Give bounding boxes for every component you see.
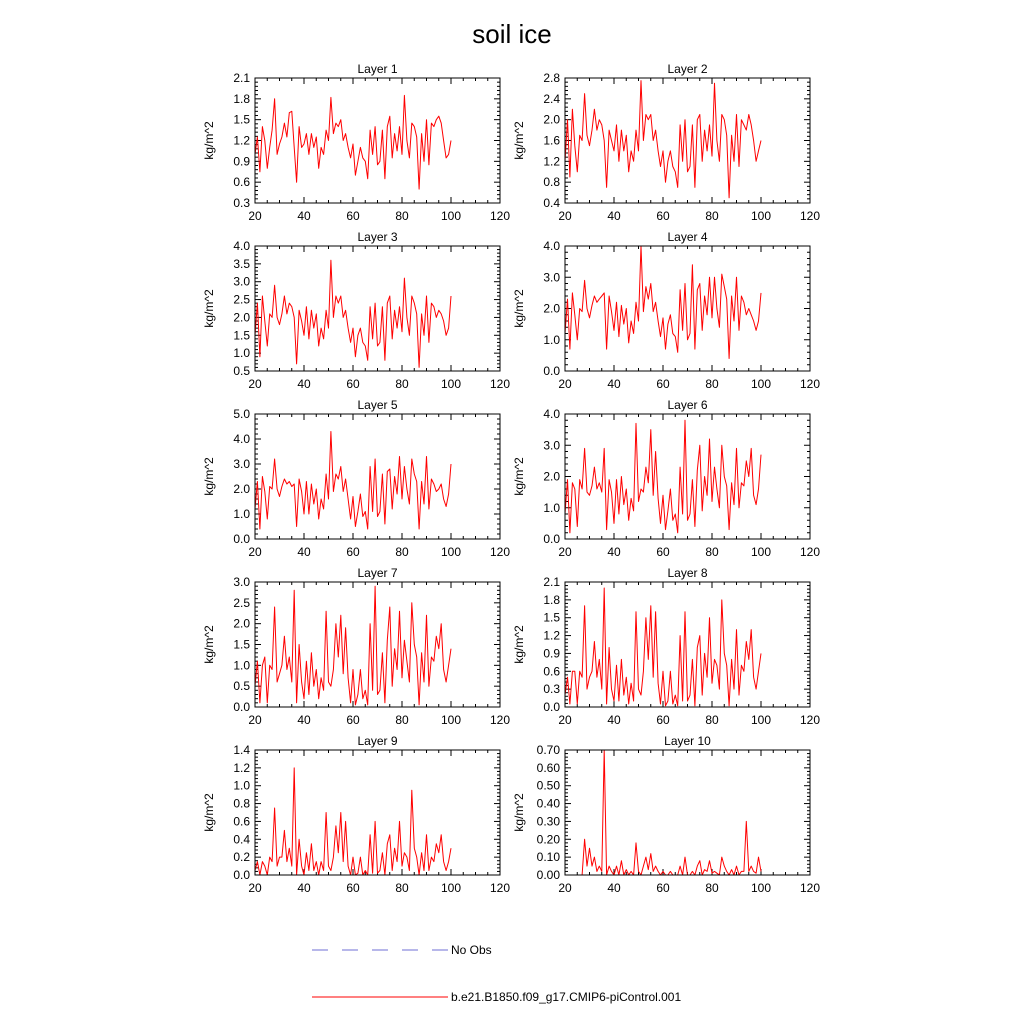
y-tick-label: 0.6 — [543, 664, 560, 679]
panel-title: Layer 3 — [357, 230, 398, 244]
y-tick-label: 0.00 — [536, 868, 560, 882]
y-tick-label: 1.2 — [233, 760, 250, 775]
x-tick-label: 60 — [656, 881, 670, 895]
panel-layer-3 — [202, 230, 510, 391]
x-tick-label: 60 — [656, 713, 670, 727]
panel-title: Layer 1 — [357, 62, 398, 76]
x-tick-label: 100 — [440, 377, 462, 391]
x-tick-label: 40 — [607, 209, 621, 223]
x-tick-label: 120 — [489, 377, 511, 391]
panel-layer-2 — [512, 62, 820, 223]
y-tick-label: 3.0 — [233, 575, 250, 589]
y-axis-label: kg/m^2 — [202, 793, 216, 832]
y-tick-label: 4.0 — [543, 407, 560, 421]
series-line — [565, 588, 761, 706]
x-tick-label: 80 — [705, 209, 719, 223]
y-tick-label: 2.0 — [543, 301, 560, 316]
x-tick-label: 40 — [297, 545, 311, 559]
x-tick-label: 100 — [440, 209, 462, 223]
y-tick-label: 0.6 — [233, 814, 250, 829]
x-tick-label: 100 — [440, 545, 462, 559]
x-tick-label: 120 — [489, 713, 511, 727]
x-tick-label: 80 — [705, 377, 719, 391]
x-tick-label: 60 — [346, 377, 360, 391]
x-tick-label: 40 — [607, 377, 621, 391]
y-tick-label: 1.5 — [233, 328, 250, 343]
y-tick-label: 0.5 — [233, 679, 250, 694]
y-axis-label: kg/m^2 — [202, 457, 216, 496]
y-tick-label: 2.0 — [543, 469, 560, 484]
x-tick-label: 60 — [346, 209, 360, 223]
x-tick-label: 60 — [656, 545, 670, 559]
legend-item-no-obs — [312, 943, 492, 957]
y-tick-label: 1.4 — [233, 743, 250, 757]
y-tick-label: 0.0 — [233, 532, 250, 546]
x-tick-label: 20 — [248, 881, 262, 895]
panel-title: Layer 8 — [667, 566, 708, 580]
panel-layer-9 — [202, 734, 510, 895]
series-line — [565, 246, 761, 359]
y-tick-label: 4.0 — [543, 239, 560, 253]
y-tick-label: 3.0 — [233, 274, 250, 289]
x-tick-label: 20 — [558, 377, 572, 391]
x-tick-label: 100 — [750, 209, 772, 223]
y-tick-label: 1.5 — [543, 610, 560, 625]
x-tick-label: 20 — [558, 545, 572, 559]
y-axis-label: kg/m^2 — [512, 625, 526, 664]
y-tick-label: 3.0 — [543, 270, 560, 285]
x-tick-label: 100 — [750, 545, 772, 559]
y-tick-label: 1.0 — [233, 507, 250, 521]
y-tick-label: 4.0 — [233, 239, 250, 253]
x-tick-label: 80 — [395, 881, 409, 895]
legend-item-model — [312, 990, 681, 1004]
y-axis-label: kg/m^2 — [202, 625, 216, 664]
series-line — [565, 420, 761, 533]
panel-layer-5 — [202, 398, 510, 559]
x-tick-label: 120 — [489, 881, 511, 895]
x-tick-label: 60 — [656, 209, 670, 223]
y-axis-label: kg/m^2 — [512, 121, 526, 160]
x-tick-label: 100 — [750, 377, 772, 391]
y-tick-label: 2.0 — [233, 482, 250, 496]
x-tick-label: 80 — [395, 713, 409, 727]
y-axis-label: kg/m^2 — [202, 121, 216, 160]
y-tick-label: 0.10 — [536, 850, 560, 865]
x-tick-label: 60 — [346, 713, 360, 727]
panel-title: Layer 6 — [667, 398, 708, 412]
panel-title: Layer 9 — [357, 734, 398, 748]
panel-title: Layer 10 — [664, 734, 711, 748]
y-tick-label: 0.50 — [536, 778, 560, 793]
series-line — [565, 750, 761, 875]
y-tick-label: 1.2 — [233, 133, 250, 148]
x-tick-label: 120 — [489, 545, 511, 559]
y-tick-label: 2.4 — [543, 91, 560, 106]
y-tick-label: 0.4 — [233, 832, 250, 847]
y-tick-label: 1.0 — [233, 346, 250, 361]
y-tick-label: 2.0 — [233, 310, 250, 325]
x-tick-label: 120 — [489, 209, 511, 223]
panel-layer-6 — [512, 398, 820, 559]
x-tick-label: 20 — [248, 545, 262, 559]
y-tick-label: 0.6 — [233, 175, 250, 190]
x-tick-label: 80 — [705, 881, 719, 895]
y-tick-label: 1.0 — [543, 332, 560, 347]
y-tick-label: 1.5 — [233, 637, 250, 652]
x-tick-label: 120 — [799, 545, 821, 559]
y-tick-label: 2.8 — [543, 71, 560, 85]
x-tick-label: 60 — [656, 377, 670, 391]
y-tick-label: 0.70 — [536, 743, 560, 757]
y-tick-label: 0.0 — [233, 868, 250, 882]
legend-label: b.e21.B1850.f09_g17.CMIP6-piControl.001 — [451, 990, 682, 1004]
y-tick-label: 0.0 — [543, 700, 560, 714]
y-tick-label: 0.2 — [233, 850, 250, 865]
y-tick-label: 1.8 — [233, 91, 250, 106]
y-tick-label: 0.0 — [233, 700, 250, 714]
y-tick-label: 1.5 — [233, 112, 250, 127]
y-tick-label: 2.5 — [233, 292, 250, 307]
y-tick-label: 3.0 — [543, 438, 560, 453]
panel-title: Layer 5 — [357, 398, 398, 412]
x-tick-label: 80 — [395, 377, 409, 391]
legend — [312, 943, 681, 1004]
panel-layer-4 — [512, 230, 820, 391]
y-tick-label: 2.1 — [233, 71, 250, 85]
plot-frame — [565, 246, 810, 371]
y-tick-label: 1.2 — [543, 628, 560, 643]
y-tick-label: 1.2 — [543, 154, 560, 169]
x-tick-label: 80 — [705, 545, 719, 559]
x-tick-label: 60 — [346, 545, 360, 559]
panel-layer-1 — [202, 62, 510, 223]
y-tick-label: 4.0 — [233, 432, 250, 446]
y-tick-label: 0.9 — [543, 646, 560, 661]
y-tick-label: 2.0 — [543, 112, 560, 127]
y-tick-label: 1.0 — [233, 778, 250, 793]
x-tick-label: 40 — [607, 881, 621, 895]
y-tick-label: 1.0 — [233, 658, 250, 673]
x-tick-label: 20 — [248, 713, 262, 727]
series-line — [255, 768, 451, 875]
y-tick-label: 2.0 — [233, 616, 250, 631]
x-tick-label: 40 — [297, 209, 311, 223]
y-tick-label: 5.0 — [233, 407, 250, 421]
panel-title: Layer 4 — [667, 230, 708, 244]
y-tick-label: 0.4 — [543, 196, 560, 210]
y-axis-label: kg/m^2 — [512, 457, 526, 496]
x-tick-label: 20 — [558, 209, 572, 223]
plot-frame — [255, 78, 500, 203]
x-tick-label: 40 — [607, 713, 621, 727]
series-line — [255, 260, 451, 367]
x-tick-label: 60 — [346, 881, 360, 895]
y-tick-label: 0.40 — [536, 796, 560, 811]
y-tick-label: 3.0 — [233, 457, 250, 471]
x-tick-label: 100 — [750, 713, 772, 727]
x-tick-label: 120 — [799, 209, 821, 223]
x-tick-label: 100 — [440, 713, 462, 727]
x-tick-label: 20 — [558, 881, 572, 895]
x-tick-label: 20 — [248, 209, 262, 223]
y-tick-label: 0.5 — [233, 364, 250, 378]
y-axis-label: kg/m^2 — [512, 289, 526, 328]
y-tick-label: 1.8 — [543, 592, 560, 607]
y-tick-label: 2.5 — [233, 595, 250, 610]
x-tick-label: 80 — [395, 209, 409, 223]
series-line — [565, 81, 761, 198]
x-tick-label: 80 — [395, 545, 409, 559]
y-tick-label: 0.30 — [536, 814, 560, 829]
series-line — [255, 586, 451, 705]
plot-frame — [565, 78, 810, 203]
series-line — [255, 95, 451, 189]
y-tick-label: 0.3 — [543, 682, 560, 697]
y-tick-label: 1.0 — [543, 500, 560, 515]
x-tick-label: 100 — [750, 881, 772, 895]
x-tick-label: 20 — [558, 713, 572, 727]
panel-layer-8 — [512, 566, 820, 727]
y-tick-label: 0.3 — [233, 196, 250, 210]
legend-label: No Obs — [451, 943, 492, 957]
x-tick-label: 120 — [799, 881, 821, 895]
y-tick-label: 0.8 — [233, 796, 250, 811]
figure-title: soil ice — [472, 19, 552, 49]
y-tick-label: 0.0 — [543, 532, 560, 546]
x-tick-label: 20 — [248, 377, 262, 391]
y-axis-label: kg/m^2 — [512, 793, 526, 832]
y-tick-label: 2.1 — [543, 575, 560, 589]
x-tick-label: 40 — [297, 713, 311, 727]
x-tick-label: 100 — [440, 881, 462, 895]
x-tick-label: 80 — [705, 713, 719, 727]
y-tick-label: 0.0 — [543, 364, 560, 378]
y-tick-label: 3.5 — [233, 256, 250, 271]
panel-layer-10 — [512, 734, 820, 895]
y-tick-label: 0.20 — [536, 832, 560, 847]
y-tick-label: 1.6 — [543, 133, 560, 148]
x-tick-label: 40 — [297, 881, 311, 895]
panel-group — [202, 62, 820, 895]
y-axis-label: kg/m^2 — [202, 289, 216, 328]
panel-title: Layer 2 — [667, 62, 708, 76]
panel-layer-7 — [202, 566, 510, 727]
plot-frame — [255, 414, 500, 539]
x-tick-label: 120 — [799, 713, 821, 727]
series-line — [255, 432, 451, 530]
x-tick-label: 120 — [799, 377, 821, 391]
y-tick-label: 0.60 — [536, 760, 560, 775]
y-tick-label: 0.9 — [233, 154, 250, 169]
y-tick-label: 0.8 — [543, 175, 560, 190]
x-tick-label: 40 — [297, 377, 311, 391]
x-tick-label: 40 — [607, 545, 621, 559]
panel-title: Layer 7 — [357, 566, 398, 580]
